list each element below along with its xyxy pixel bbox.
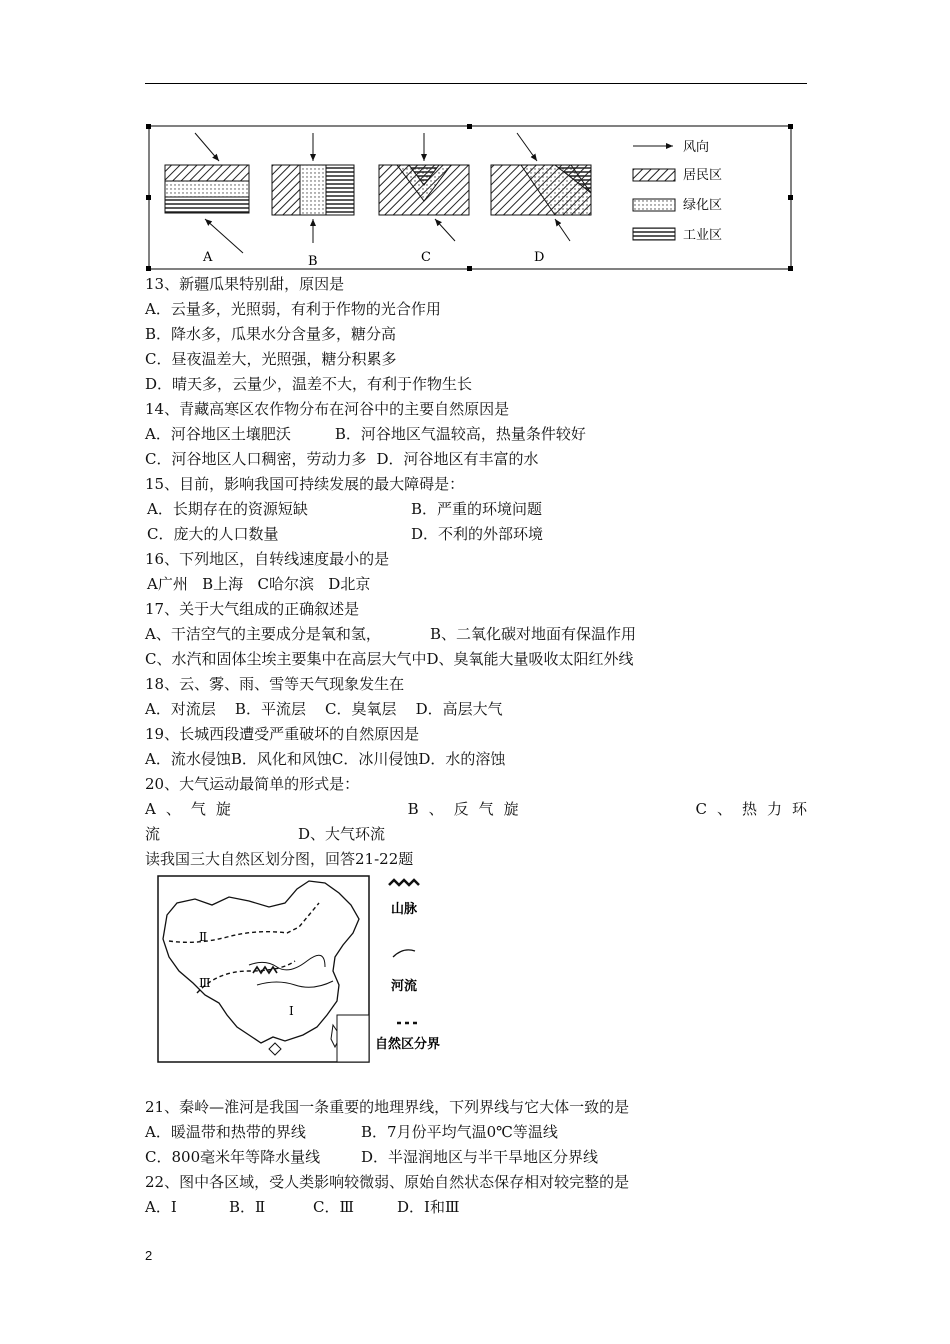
label-a: A: [203, 250, 213, 265]
legend-wind: 风向: [683, 140, 710, 155]
map-region-2: Ⅱ: [199, 930, 208, 944]
river-symbol: [393, 950, 415, 957]
q14-option-d: D．河谷地区有丰富的水: [376, 450, 539, 468]
q17-options-cd: [145, 647, 807, 672]
panel-a: [165, 133, 249, 253]
q15-stem: 15、目前，影响我国可持续发展的最大障碍是：: [145, 475, 465, 493]
q19-option-d: D．水的溶蚀: [418, 750, 506, 768]
china-regions-map: [157, 875, 457, 1065]
q15-option-c: C．庞大的人口数量: [147, 525, 279, 543]
q21-stem: 21、秦岭—淮河是我国一条重要的地理界线，下列界线与它大体一致的是: [145, 1098, 630, 1116]
q22-option-b: B．Ⅱ: [229, 1198, 266, 1216]
q14-option-b: B．河谷地区气温较高，热量条件较好: [334, 425, 586, 443]
label-d: D: [534, 250, 545, 265]
q21-option-a: A．暖温带和热带的界线: [145, 1123, 306, 1141]
q17-option-c: C、水汽和固体尘埃主要集中在高层大气中: [145, 650, 427, 668]
q21-options-cd: [145, 1145, 807, 1170]
q20-option-c: C、热力环: [695, 800, 817, 818]
legend-boundary: 自然区分界: [375, 1037, 441, 1052]
q21-option-c: C．800毫米年等降水量线: [145, 1148, 321, 1166]
q15-option-b: B．严重的环境问题: [411, 500, 543, 518]
q14-option-c: C．河谷地区人口稠密，劳动力多: [145, 450, 367, 468]
zoning-diagram: [145, 123, 795, 273]
label-c: C: [421, 250, 431, 265]
q18-option-d: D．高层大气: [415, 700, 503, 718]
panel-b: [272, 133, 354, 243]
q14-options-ab: [145, 422, 807, 447]
q16-option-a: A广州: [147, 575, 188, 593]
q22-stem: 22、图中各区域，受人类影响较微弱、原始自然状态保存相对较完整的是: [145, 1173, 630, 1191]
q21-option-b: B．7月份平均气温0℃等温线: [361, 1123, 558, 1141]
q17-option-d: D、臭氧能大量吸收太阳红外线: [426, 650, 634, 668]
q20-option-a: A、气旋: [145, 800, 241, 818]
q21-option-d: D．半湿润地区与半干旱地区分界线: [361, 1148, 599, 1166]
q20-options-row1: [145, 797, 817, 822]
q13-stem: 13、新疆瓜果特别甜，原因是: [145, 275, 345, 293]
mountain-symbol: [389, 880, 419, 885]
q17-stem: 17、关于大气组成的正确叙述是: [145, 600, 360, 618]
questions-block-2: [145, 1095, 807, 1220]
legend-green: 绿化区: [683, 198, 723, 213]
q17-options-ab: [145, 622, 807, 647]
panel-c: [379, 133, 469, 241]
q18-option-c: C．臭氧层: [325, 700, 397, 718]
legend-industrial: 工业区: [683, 228, 723, 243]
q15-option-a: A．长期存在的资源短缺: [147, 500, 308, 518]
header-rule: [145, 83, 807, 84]
q18-stem: 18、云、雾、雨、雪等天气现象发生在: [145, 675, 405, 693]
q19-stem: 19、长城西段遭受严重破坏的自然原因是: [145, 725, 420, 743]
q16-options: [145, 572, 807, 597]
q15-option-d: D．不利的外部环境: [411, 525, 544, 543]
q21-options-ab: [145, 1120, 807, 1145]
label-b: B: [308, 254, 318, 269]
q15-options-ab: [145, 497, 807, 522]
q13-option-b: B．降水多，瓜果水分含量多，糖分高: [145, 325, 397, 343]
figure1-legend: [633, 140, 722, 243]
q14-stem: 14、青藏高寒区农作物分布在河谷中的主要自然原因是: [145, 400, 510, 418]
q19-option-c: C．冰川侵蚀: [331, 750, 419, 768]
q20-option-b: B、反气旋: [407, 800, 529, 818]
page-number: 2: [145, 1248, 153, 1263]
q19-options: [145, 747, 807, 772]
q17-option-a: A、干洁空气的主要成分是氧和氢，: [145, 625, 381, 643]
q20-option-c-cont: 流: [145, 825, 161, 843]
q20-options-row2: [145, 822, 807, 847]
q22-option-d: D．Ⅰ和Ⅲ: [397, 1198, 460, 1216]
q22-option-a: A．Ⅰ: [145, 1198, 177, 1216]
q16-stem: 16、下列地区，自转线速度最小的是: [145, 550, 390, 568]
map-legend: [375, 880, 440, 1052]
q22-option-c: C．Ⅲ: [313, 1198, 354, 1216]
q20-stem: 20、大气运动最简单的形式是：: [145, 775, 360, 793]
map-region-1: Ⅰ: [289, 1004, 294, 1018]
q20-option-d: D、大气环流: [298, 825, 386, 843]
map-intro: 读我国三大自然区划分图，回答21-22题: [145, 850, 414, 868]
legend-mountain: 山脉: [391, 902, 418, 917]
q16-option-c: C哈尔滨: [257, 575, 314, 593]
q18-option-b: B．平流层: [234, 700, 306, 718]
questions-block-1: [145, 272, 817, 872]
legend-river: 河流: [391, 979, 418, 994]
q17-option-b: B、二氧化碳对地面有保温作用: [430, 625, 637, 643]
q14-options-cd: [145, 447, 807, 472]
q16-option-b: B上海: [202, 575, 244, 593]
q18-options: [145, 697, 807, 722]
q13-option-d: D．晴天多，云量少，温差不大，有利于作物生长: [145, 375, 473, 393]
panel-d: [491, 133, 591, 241]
q22-options: [145, 1195, 807, 1220]
q19-option-a: A．流水侵蚀: [145, 750, 231, 768]
q13-option-a: A．云量多，光照弱，有利于作物的光合作用: [145, 300, 441, 318]
q15-options-cd: [145, 522, 807, 547]
legend-residential: 居民区: [683, 168, 723, 183]
q16-option-d: D北京: [328, 575, 371, 593]
q18-option-a: A．对流层: [145, 700, 216, 718]
q14-option-a: A．河谷地区土壤肥沃: [145, 425, 291, 443]
map-region-3: Ⅲ: [199, 976, 211, 990]
q13-option-c: C．昼夜温差大，光照强，糖分积累多: [145, 350, 397, 368]
q19-option-b: B．风化和风蚀: [230, 750, 332, 768]
